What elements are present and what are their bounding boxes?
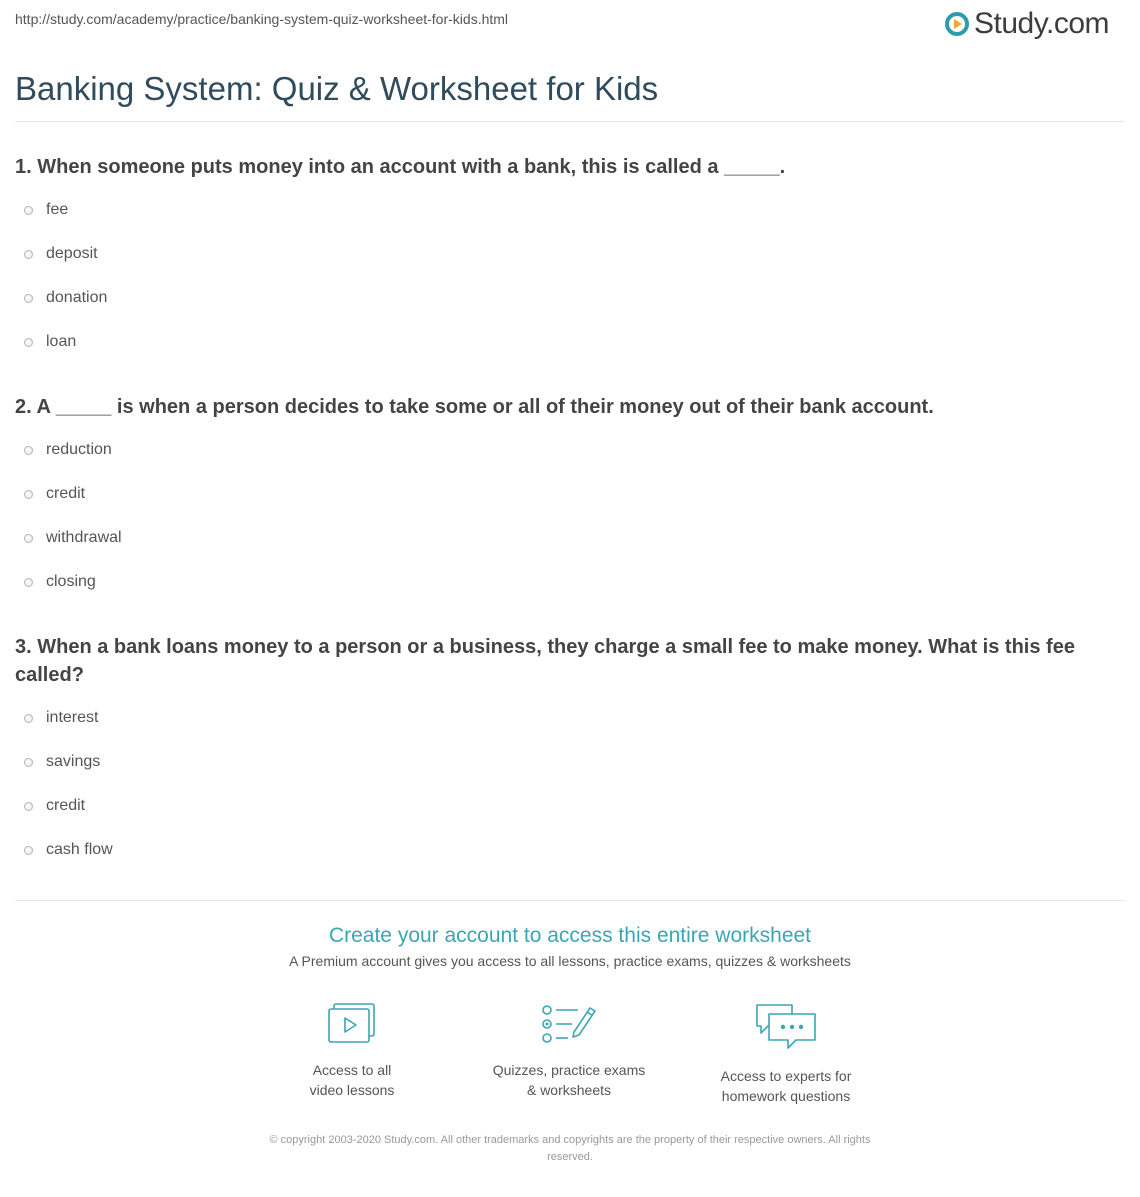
- radio-button[interactable]: [24, 294, 33, 303]
- option-q1-deposit[interactable]: deposit: [24, 243, 98, 265]
- option-q3-savings[interactable]: savings: [24, 751, 100, 773]
- copyright-notice: [215, 1132, 925, 1166]
- radio-button[interactable]: [24, 338, 33, 347]
- logo-text: Study.com: [974, 7, 1109, 40]
- feature-video-lessons: [242, 1002, 462, 1100]
- divider: [15, 900, 1125, 901]
- study-logo-icon: [944, 11, 970, 37]
- option-q1-donation[interactable]: donation: [24, 287, 107, 309]
- question-1: 1. When someone puts money into an account with a bank, this is called a _____.: [15, 156, 786, 178]
- question-2: 2. A _____ is when a person decides to take some or all of their money out of their bank account.: [15, 396, 934, 418]
- feature-experts: [676, 1002, 896, 1106]
- option-q1-loan[interactable]: loan: [24, 331, 76, 353]
- radio-button[interactable]: [24, 714, 33, 723]
- feature-label-line2: video lessons: [309, 1082, 395, 1098]
- radio-button[interactable]: [24, 578, 33, 587]
- page-title: Banking System: Quiz & Worksheet for Kids: [15, 70, 659, 107]
- feature-label-line2: & worksheets: [526, 1082, 612, 1098]
- cta-subtitle: A Premium account gives you access to all lessons, practice exams, quizzes & worksheets: [289, 953, 851, 969]
- feature-label-line1: Access to all: [312, 1062, 392, 1078]
- divider: [15, 121, 1125, 122]
- option-q1-fee[interactable]: fee: [24, 199, 68, 221]
- radio-button[interactable]: [24, 206, 33, 215]
- radio-button[interactable]: [24, 490, 33, 499]
- study-logo[interactable]: [944, 6, 1109, 42]
- radio-button[interactable]: [24, 250, 33, 259]
- question-3: 3. When a bank loans money to a person or a business, they charge a small fee to make money. What is this fee called?: [15, 636, 1075, 686]
- feature-quizzes: [459, 1002, 679, 1100]
- option-q2-reduction[interactable]: reduction: [24, 439, 112, 461]
- quiz-checklist-icon: [540, 1002, 598, 1046]
- option-q2-credit[interactable]: credit: [24, 483, 85, 505]
- page-url: http://study.com/academy/practice/banking-system-quiz-worksheet-for-kids.html: [15, 11, 509, 27]
- feature-label-line1: Quizzes, practice exams: [492, 1062, 646, 1078]
- option-q2-closing[interactable]: closing: [24, 571, 96, 593]
- option-q2-withdrawal[interactable]: withdrawal: [24, 527, 122, 549]
- option-q3-interest[interactable]: interest: [24, 707, 98, 729]
- radio-button[interactable]: [24, 758, 33, 767]
- video-lessons-icon: [326, 1002, 378, 1046]
- option-q3-cash-flow[interactable]: cash flow: [24, 839, 113, 861]
- radio-button[interactable]: [24, 802, 33, 811]
- feature-label-line1: Access to experts for: [720, 1068, 852, 1084]
- option-q3-credit[interactable]: credit: [24, 795, 85, 817]
- radio-button[interactable]: [24, 446, 33, 455]
- chat-experts-icon: [754, 1002, 818, 1052]
- copyright-line2: reserved.: [547, 1151, 593, 1163]
- radio-button[interactable]: [24, 534, 33, 543]
- create-account-link[interactable]: Create your account to access this entire worksheet: [328, 924, 812, 947]
- copyright-line1: © copyright 2003-2020 Study.com. All other trademarks and copyrights are the property of their respective owners. All rights: [269, 1134, 871, 1146]
- radio-button[interactable]: [24, 846, 33, 855]
- feature-label-line2: homework questions: [721, 1088, 851, 1104]
